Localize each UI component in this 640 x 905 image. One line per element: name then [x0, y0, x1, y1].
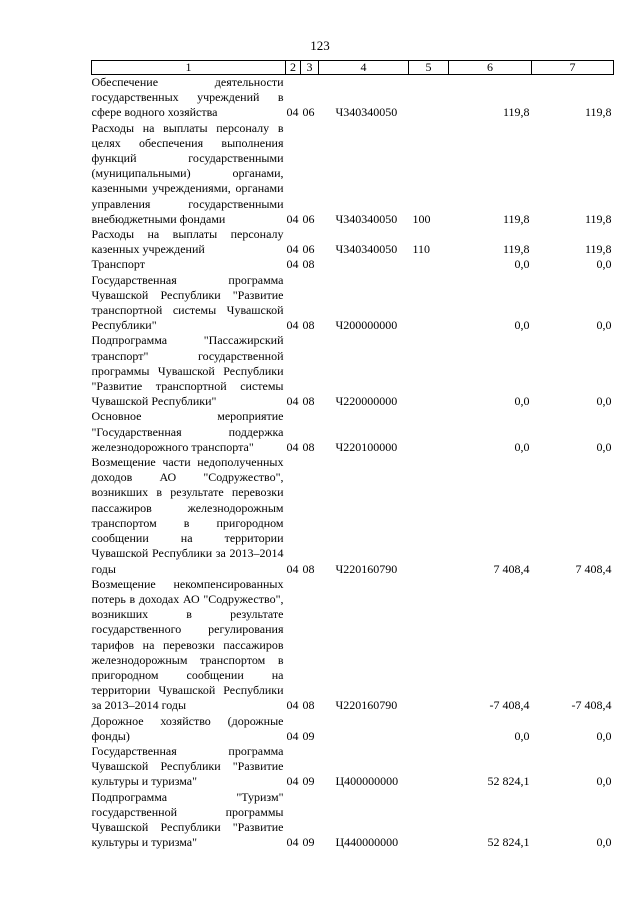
row-name: Подпрограмма "Пассажирский транспорт" государственной программы Чувашской Республики "Развитие транспортной системы Чувашской Республики": [91, 333, 284, 409]
column-header-3: 3: [301, 61, 319, 75]
row-target-article-code: Ч220160790: [335, 698, 398, 713]
row-name: Обеспечение деятельности государственных учреждений в сфере водного хозяйства: [91, 75, 284, 120]
column-header-5: 5: [409, 61, 449, 75]
row-section-code: 04: [286, 394, 299, 409]
row-amount-2: 119,8: [584, 211, 612, 226]
table-row: [92, 714, 614, 744]
row-section-code: 04: [286, 728, 299, 743]
row-subsection-code: 08: [302, 257, 315, 272]
row-amount-2: 0,0: [596, 835, 612, 850]
table-row: [92, 455, 614, 577]
row-name: Государственная программа Чувашской Республики "Развитие культуры и туризма": [91, 743, 284, 789]
row-expense-type-code: [409, 455, 449, 577]
row-subsection-code: 06: [302, 211, 315, 226]
row-amount-1: 0,0: [514, 439, 530, 454]
row-amount-1: 0,0: [514, 394, 530, 409]
row-target-article-code: Ч340340050: [335, 105, 398, 120]
row-amount-2: 0,0: [596, 439, 612, 454]
row-name: Государственная программа Чувашской Республики "Развитие транспортной системы Чувашской Республики": [91, 272, 284, 333]
row-target-article-code: Ч220000000: [335, 394, 398, 409]
table-row: [92, 273, 614, 334]
row-subsection-code: 09: [302, 774, 315, 789]
row-section-code: 04: [286, 211, 299, 226]
column-header-2: 2: [286, 61, 301, 75]
row-expense-type-code: 110: [412, 242, 431, 257]
column-header-7: 7: [532, 61, 614, 75]
row-target-article-code: Ч220160790: [335, 561, 398, 576]
row-section-code: 04: [286, 561, 299, 576]
row-target-article-code: Ч340340050: [335, 211, 398, 226]
row-expense-type-code: [409, 744, 449, 790]
row-amount-1: 119,8: [502, 211, 530, 226]
row-amount-2: 0,0: [596, 257, 612, 272]
table-row: [92, 75, 614, 121]
row-amount-2: 119,8: [584, 242, 612, 257]
row-subsection-code: 06: [302, 242, 315, 257]
row-subsection-code: 08: [302, 394, 315, 409]
row-section-code: 04: [286, 439, 299, 454]
row-subsection-code: 08: [302, 318, 315, 333]
row-section-code: 04: [286, 105, 299, 120]
row-expense-type-code: [409, 577, 449, 714]
row-target-article-code: Ч200000000: [335, 318, 398, 333]
row-name: Возмещение части недополученных доходов АО "Содружество", возникших в результате перевозки пассажиров железнодорожным транспортом в пригородном сообщении на территории Чувашской Республики за 2013–2014 годы: [91, 455, 284, 576]
column-header-4: 4: [319, 61, 409, 75]
row-expense-type-code: [409, 257, 449, 272]
column-header-1: 1: [92, 61, 286, 75]
row-amount-1: 52 824,1: [487, 774, 530, 789]
row-section-code: 04: [286, 835, 299, 850]
page-number: 123: [310, 38, 330, 53]
row-name: Расходы на выплаты персоналу казенных учреждений: [91, 227, 284, 257]
table-row: [92, 790, 614, 851]
row-subsection-code: 08: [302, 561, 315, 576]
row-amount-1: 119,8: [502, 242, 530, 257]
row-target-article-code: Ц440000000: [335, 835, 399, 850]
row-name: Основное мероприятие "Государственная поддержка железнодорожного транспорта": [91, 409, 284, 454]
row-amount-2: 0,0: [596, 318, 612, 333]
row-amount-1: 0,0: [514, 318, 530, 333]
row-subsection-code: 06: [302, 105, 315, 120]
row-amount-2: 7 408,4: [575, 561, 612, 576]
row-expense-type-code: [409, 75, 449, 121]
row-section-code: 04: [286, 242, 299, 257]
row-subsection-code: 09: [302, 728, 315, 743]
row-target-article-code: Ц400000000: [335, 774, 399, 789]
row-target-article-code: [319, 257, 409, 272]
row-section-code: 04: [286, 774, 299, 789]
budget-table: [91, 60, 614, 850]
row-section-code: 04: [286, 318, 299, 333]
row-expense-type-code: [409, 273, 449, 334]
row-subsection-code: 08: [302, 698, 315, 713]
row-amount-1: -7 408,4: [489, 698, 530, 713]
table-row: [92, 409, 614, 455]
table-row: [92, 577, 614, 714]
row-name: Подпрограмма "Туризм" государственной программы Чувашской Республики "Развитие культуры и туризма": [91, 789, 284, 850]
row-name: Дорожное хозяйство (дорожные фонды): [91, 713, 284, 743]
row-expense-type-code: [409, 333, 449, 409]
row-section-code: 04: [286, 257, 299, 272]
row-name: Расходы на выплаты персоналу в целях обеспечения выполнения функций государственными (муниципальными) органами, казенными учреждениями, органами управления государственными внебюджетными фондами: [91, 120, 284, 226]
row-amount-2: -7 408,4: [571, 698, 612, 713]
row-amount-1: 52 824,1: [487, 835, 530, 850]
table-row: [92, 257, 614, 272]
row-target-article-code: Ч340340050: [335, 242, 398, 257]
row-amount-1: 0,0: [514, 257, 530, 272]
table-body: [92, 75, 614, 851]
row-subsection-code: 09: [302, 835, 315, 850]
row-amount-2: 0,0: [596, 774, 612, 789]
row-name: Транспорт: [91, 257, 145, 272]
row-amount-1: 0,0: [514, 728, 530, 743]
row-section-code: 04: [286, 698, 299, 713]
row-amount-1: 119,8: [502, 105, 530, 120]
table-header: [92, 61, 614, 75]
row-target-article-code: [319, 714, 409, 744]
row-subsection-code: 08: [302, 439, 315, 454]
column-header-6: 6: [449, 61, 532, 75]
row-amount-2: 119,8: [584, 105, 612, 120]
row-amount-2: 0,0: [596, 394, 612, 409]
row-amount-2: 0,0: [596, 728, 612, 743]
table-row: [92, 121, 614, 227]
row-name: Возмещение некомпенсированных потерь в доходах АО "Содружество", возникших в результате государственного регулирования тарифов на перевозки пассажиров железнодорожным транспортом в пригородном сообщении на территории Чувашской Республики за 2013–2014 годы: [91, 576, 284, 713]
table-row: [92, 227, 614, 257]
row-amount-1: 7 408,4: [493, 561, 530, 576]
row-target-article-code: Ч220100000: [335, 439, 398, 454]
row-expense-type-code: 100: [412, 211, 431, 226]
row-expense-type-code: [409, 714, 449, 744]
table-row: [92, 744, 614, 790]
row-expense-type-code: [409, 790, 449, 851]
row-expense-type-code: [409, 409, 449, 455]
table-row: [92, 333, 614, 409]
